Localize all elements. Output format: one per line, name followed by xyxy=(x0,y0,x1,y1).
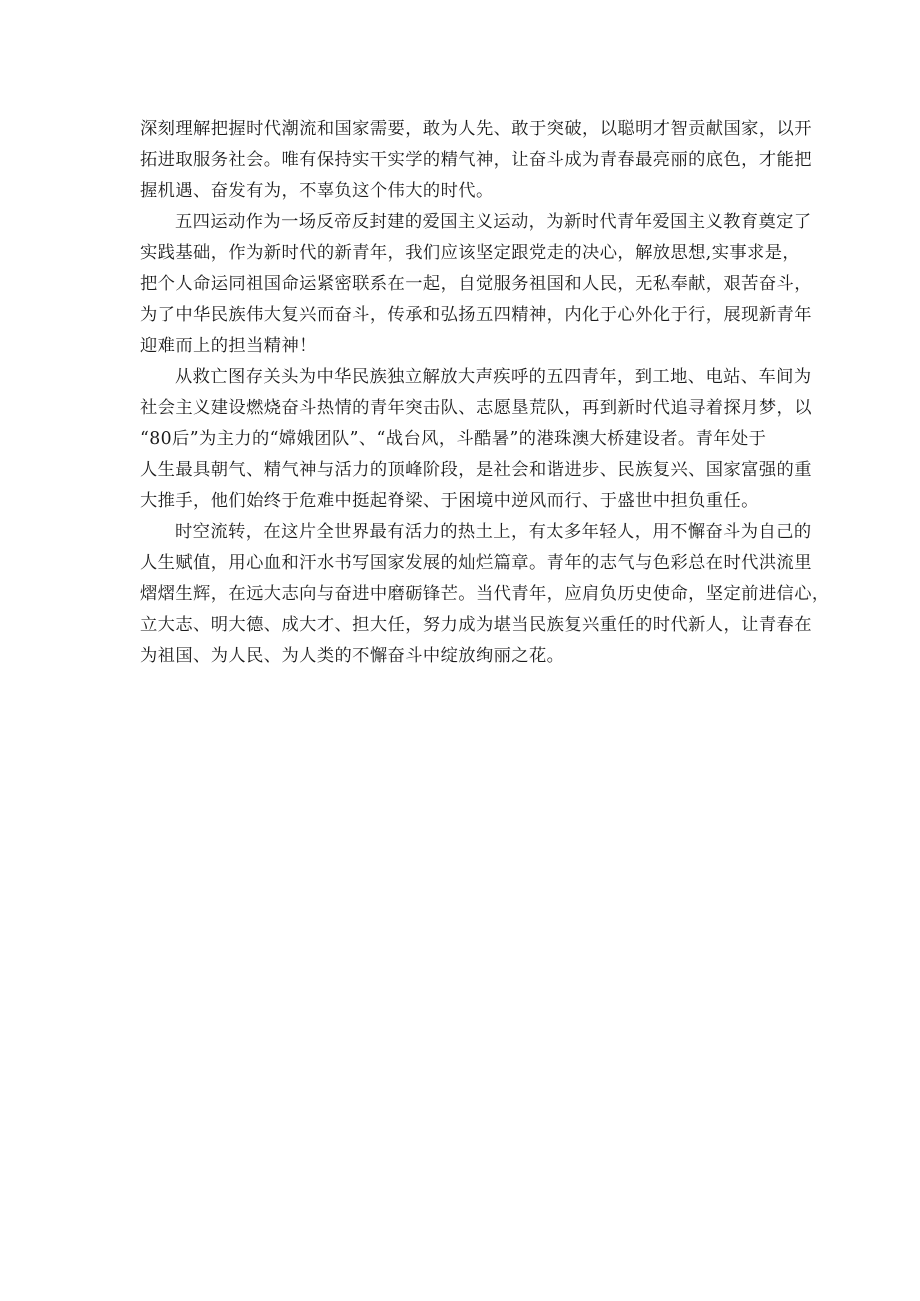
text-line: 深刻理解把握时代潮流和国家需要，敢为人先、敢于突破，以聪明才智贡献国家，以开 xyxy=(140,119,812,139)
text-line: 拓进取服务社会。唯有保持实干实学的精气神，让奋斗成为青春最亮丽的底色，才能把 xyxy=(140,150,812,170)
text-line: 为了中华民族伟大复兴而奋斗，传承和弘扬五四精神，内化于心外化于行，展现新青年 xyxy=(140,305,812,325)
text-line: 握机遇、奋发有为，不辜负这个伟大的时代。 xyxy=(140,181,494,201)
paragraph-4 xyxy=(140,517,830,672)
text-line: 大推手，他们始终于危难中挺起脊梁、于困境中逆风而行、于盛世中担负重任。 xyxy=(140,491,759,511)
text-line: 把个人命运同祖国命运紧密联系在一起，自觉服务祖国和人民，无私奉献，艰苦奋斗， xyxy=(140,274,812,294)
text-line: 人生最具朝气、精气神与活力的顶峰阶段，是社会和谐进步、民族复兴、国家富强的重 xyxy=(140,460,812,480)
text-line: 立大志、明大德、成大才、担大任，努力成为堪当民族复兴重任的时代新人，让青春在 xyxy=(140,615,812,635)
text-line: 从救亡图存关头为中华民族独立解放大声疾呼的五四青年，到工地、电站、车间为 xyxy=(175,367,812,387)
text-line: 迎难而上的担当精神！ xyxy=(140,336,317,356)
text-line: 实践基础，作为新时代的新青年，我们应该坚定跟党走的决心，解放思想,实事求是， xyxy=(140,243,801,263)
text-line: 熠熠生辉，在远大志向与奋进中磨砺锋芒。当代青年，应肩负历史使命，坚定前进信心， xyxy=(140,584,830,604)
paragraph-2 xyxy=(140,207,812,362)
text-line: 为祖国、为人民、为人类的不懈奋斗中绽放绚丽之花。 xyxy=(140,646,565,666)
paragraph-3 xyxy=(140,362,812,517)
document-body xyxy=(140,114,830,672)
text-line: “80后”为主力的“嫦娥团队”、“战台风，斗酷暑”的港珠澳大桥建设者。青年处于 xyxy=(140,429,767,449)
text-line: 五四运动作为一场反帝反封建的爱国主义运动，为新时代青年爱国主义教育奠定了 xyxy=(175,212,812,232)
text-line: 时空流转，在这片全世界最有活力的热土上，有太多年轻人，用不懈奋斗为自己的 xyxy=(175,522,812,542)
text-line: 人生赋值，用心血和汗水书写国家发展的灿烂篇章。青年的志气与色彩总在时代洪流里 xyxy=(140,553,812,573)
paragraph-1 xyxy=(140,114,812,207)
text-line: 社会主义建设燃烧奋斗热情的青年突击队、志愿垦荒队，再到新时代追寻着探月梦，以 xyxy=(140,398,812,418)
